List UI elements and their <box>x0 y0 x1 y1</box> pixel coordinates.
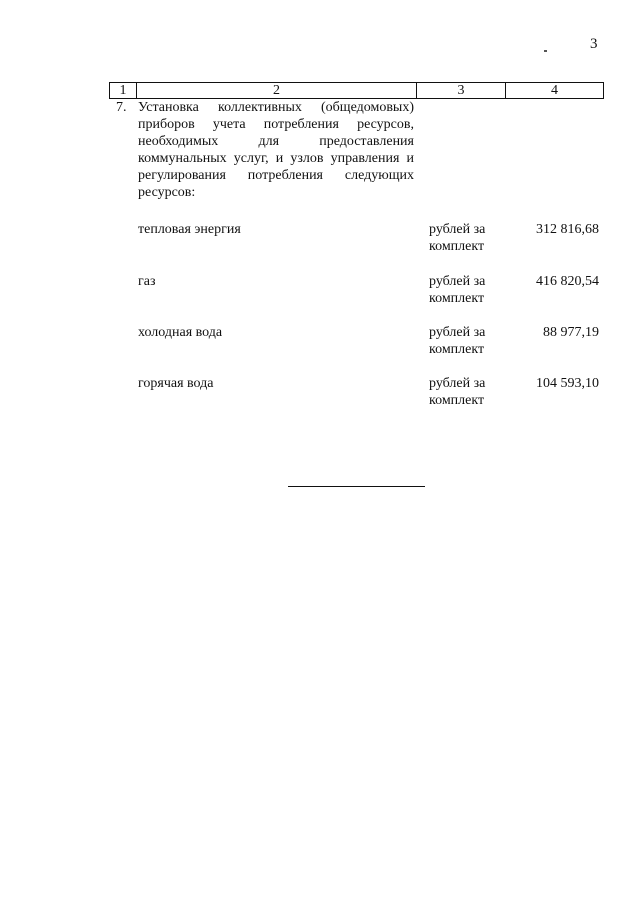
resource-unit: рублей за комплект <box>429 376 486 408</box>
scan-speck <box>544 50 547 52</box>
resource-name: горячая вода <box>138 376 214 391</box>
resource-name: газ <box>138 274 156 289</box>
resource-price: 312 816,68 <box>536 222 599 237</box>
page-number: 3 <box>590 36 598 52</box>
table-header <box>109 82 604 99</box>
row-number: 7. <box>116 100 127 115</box>
resource-price: 416 820,54 <box>536 274 599 289</box>
resource-unit: рублей за комплект <box>429 222 486 254</box>
header-col-1: 1 <box>110 83 137 99</box>
resource-name: тепловая энергия <box>138 222 241 237</box>
resource-unit: рублей за комплект <box>429 274 486 306</box>
resource-price: 88 977,19 <box>543 325 599 340</box>
resource-name: холодная вода <box>138 325 223 340</box>
header-col-2: 2 <box>137 83 417 99</box>
header-col-4: 4 <box>506 83 604 99</box>
resource-unit: рублей за комплект <box>429 325 486 357</box>
header-row <box>110 83 604 99</box>
table-row-main <box>116 99 416 201</box>
resource-price: 104 593,10 <box>536 376 599 391</box>
row-description: Установка коллективных (общедомовых) приборов учета потребления ресурсов, необходимых для предоставления коммунальных услуг, и узлов управления и регулирования потребления следующих ресурсов: <box>138 100 414 200</box>
header-col-3: 3 <box>417 83 506 99</box>
end-of-document-line <box>288 486 425 487</box>
